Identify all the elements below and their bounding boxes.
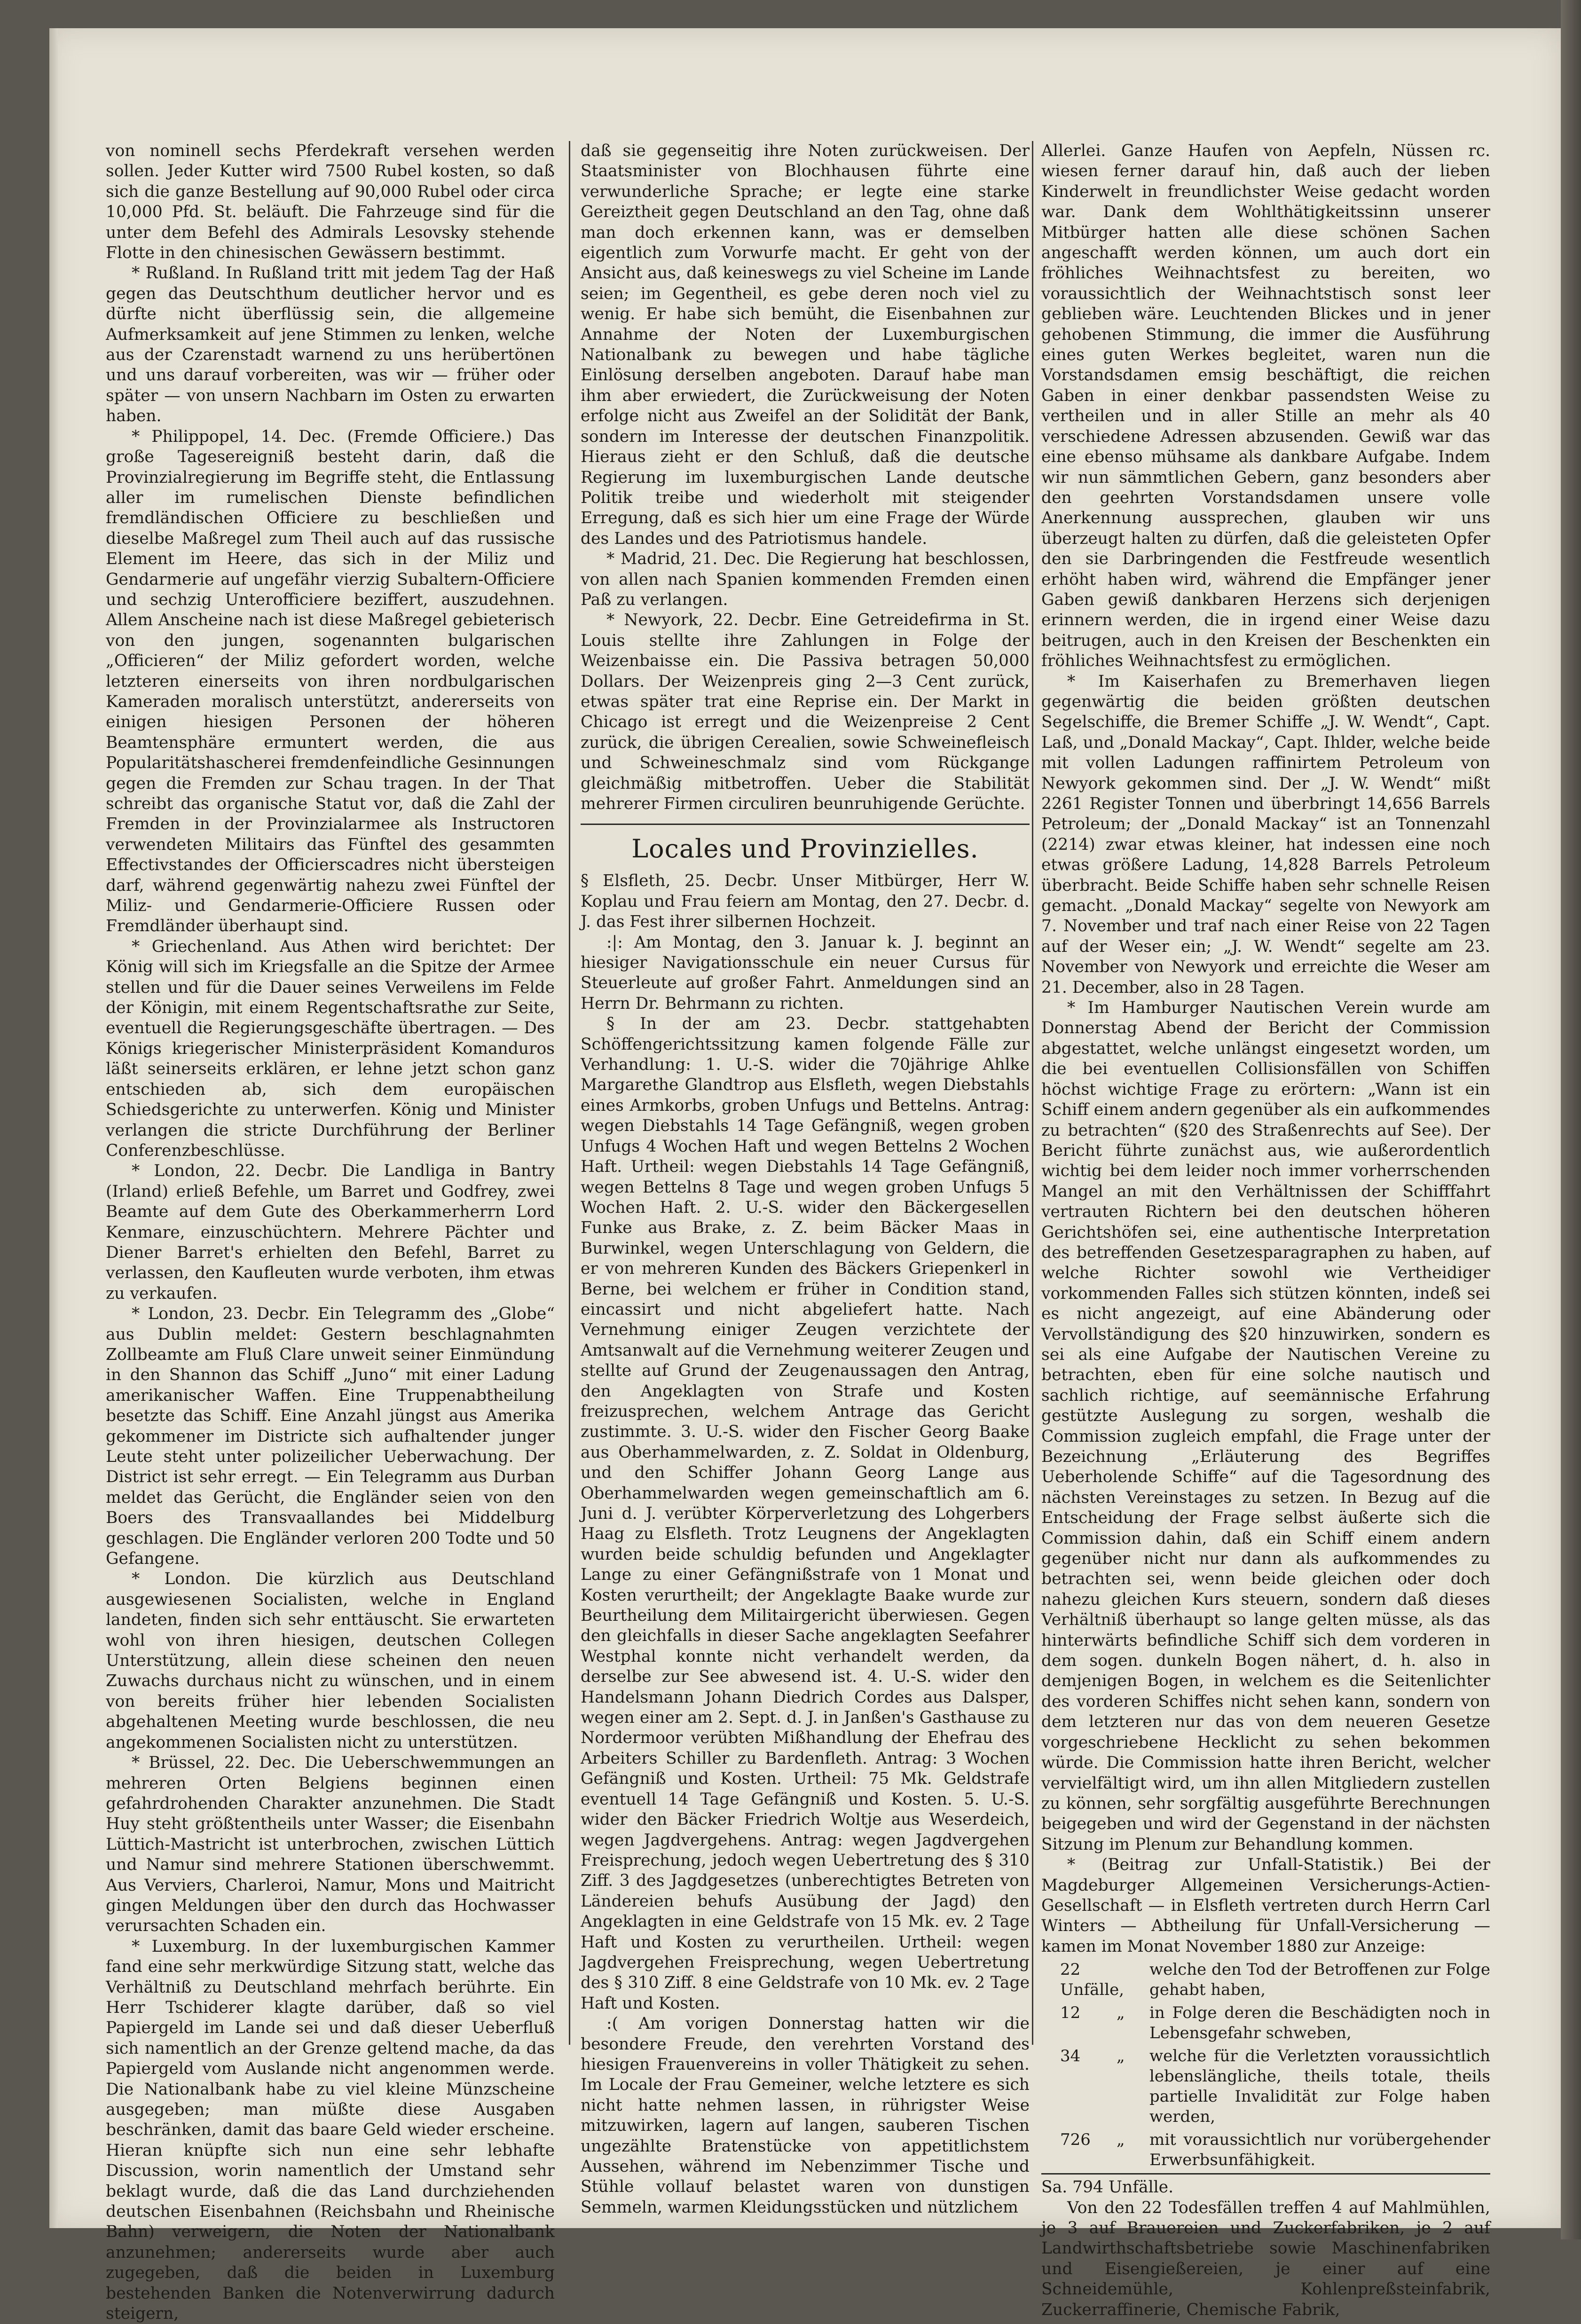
local-elsfleth: § Elsfleth, 25. Decbr. Unser Mitbürger, Herr W. Koplau und Frau feiern am Montag, den 27. Decbr. d. J. das Fest ihrer silbernen Hochzeit. xyxy=(581,872,1030,932)
stats-text: welche für die Verletzten voraussichtlich lebenslängliche, theils totale, theils partielle Invalidität zur Folge haben werden, xyxy=(1149,2047,1490,2127)
stats-row xyxy=(1060,2046,1490,2127)
stats-ditto xyxy=(1117,1960,1149,2000)
article-bruessel: * Brüssel, 22. Dec. Die Ueberschwemmungen an mehreren Orten Belgiens beginnen einen gefahrdrohenden Charakter anzunehmen. Die Stadt Huy steht größtentheils unter Wasser; die Eisenbahn Lüttich-Mastricht ist unterbrochen, zwischen Lüttich und Namur sind mehrere Stationen überschwemmt. Aus Verviers, Charleroi, Namur, Mons und Maitricht gingen Meldungen über den durch das Hochwasser verursachten Schaden ein. xyxy=(106,1753,555,1936)
accident-stats-table xyxy=(1041,1960,1490,2198)
local-navigationsschule: :|: Am Montag, den 3. Januar k. J. beginnt an hiesiger Navigationsschule ein neuer Cursus für Steuerleute auf großer Fahrt. Anmeldungen sind an Herrn Dr. Behrmann zu richten. xyxy=(581,933,1030,1013)
article-madrid: * Madrid, 21. Dec. Die Regierung hat beschlossen, von allen nach Spanien kommenden Fremden einen Paß zu verlangen. xyxy=(581,550,1030,609)
local-frauenverein: :( Am vorigen Donnerstag hatten wir die besondere Freude, den verehrten Vorstand des hiesigen Frauenvereins in voller Thätigkeit zu sehen. Im Locale der Frau Gemeiner, welche letztere es sich nicht hatte nehmen lassen, in rührigster Weise mitzuwirken, lagern auf langen, sauberen Tischen ungezählte Bratenstücke von appetitlichstem Aussehen, während im Nebenzimmer Tische und Stühle vollauf belastet waren von dunstigen Semmeln, warmen Kleidungsstücken und nützlichem xyxy=(581,2014,1030,2217)
stats-count: 22 Unfälle, xyxy=(1060,1960,1125,2000)
article-unfall-statistik: * (Beitrag zur Unfall-Statistik.) Bei der Magdeburger Allgemeinen Versicherungs-Actien-Gesellschaft — in Elsfleth vertreten durch Herrn Carl Winters — Abtheilung für Unfall-Versicherung — kamen im Monat November 1880 zur Anzeige: xyxy=(1041,1855,1490,1956)
article-luxemburg: * Luxemburg. In der luxemburgischen Kammer fand eine sehr merkwürdige Sitzung statt, welche das Verhältniß zu Deutschland mehrfach berührte. Ein Herr Tschiderer klagte darüber, daß so viel Papiergeld im Lande sei und daß dieser Ueberfluß sich namentlich an der Grenze geltend mache, da das Papiergeld vom Auslande nicht angenommen werde. Die Nationalbank habe zu viel kleine Münzscheine ausgegeben; man müßte diese Ausgaben beschränken, damit das baare Geld wieder erscheine. Hieran knüpfte sich nun eine sehr lebhafte Discussion, worin namentlich der Umstand sehr beklagt wurde, daß die das Land durchziehenden deutschen Eisenbahnen (Reichsbahn und Rheinische Bahn) verweigern, die Noten der Nationalbank anzunehmen; andererseits wurde aber auch zugegeben, daß die beiden in Luxemburg bestehenden Banken die Notenverwirrung dadurch steigern, xyxy=(106,1937,555,2324)
article-paragraph: von nominell sechs Pferdekraft versehen werden sollen. Jeder Kutter wird 7500 Rubel kosten, so daß sich die ganze Bestellung auf 90,000 Rubel oder circa 10,000 Pfd. St. beläuft. Die Fahrzeuge sind für die unter dem Befehl des Admirals Lesovsky stehende Flotte in den chinesischen Gewässern bestimmt. xyxy=(106,141,555,263)
article-london-2: * London, 23. Decbr. Ein Telegramm des „Globe“ aus Dublin meldet: Gestern beschlagnahmten Zollbeamte am Fluß Clare unweit seiner Einmündung in den Shannon das Schiff „Juno“ mit einer Ladung amerikanischer Waffen. Eine Truppenabtheilung besetzte das Schiff. Eine Anzahl jüngst aus Amerika gekommener im Districte sich aufhaltender junger Leute steht unter polizeilicher Ueberwachung. Der District ist sehr erregt. — Ein Telegramm aus Durban meldet das Gerücht, die Engländer seien von den Boers des Transvaallandes bei Middelburg geschlagen. Die Engländer verloren 200 Todte und 50 Gefangene. xyxy=(106,1304,555,1569)
article-philippopel: * Philippopel, 14. Dec. (Fremde Officiere.) Das große Tagesereigniß besteht darin, daß die Provinzialregierung im Begriffe steht, die Entlassung aller im rumelischen Dienste befindlichen fremdländischen Officiere zu beschließen und dieselbe Maßregel zum Theil auch auf das russische Element im Heere, das sich in der Miliz und Gendarmerie auf ungefähr vierzig Subaltern-Officiere und sechzig Unterofficiere beziffert, auszudehnen. Allem Anscheine nach ist diese Maßregel gebieterisch von den jungen, sogenannten bulgarischen „Officieren“ der Miliz gefordert worden, welche letzteren einerseits von ihren nordbulgarischen Kameraden moralisch unterstützt, andererseits von einigen hiesigen Personen der höheren Beamtensphäre ermuntert werden, die aus Popularitätshascherei fremdenfeindliche Gesinnungen gegen die Fremden zur Schau tragen. In der That schreibt das organische Statut vor, daß die Zahl der Fremden in der Provinzialarmee als Instructoren verwendeten Militairs das Fünftel des gesammten Effectivstandes der Officierscadres nicht übersteigen darf, während gegenwärtig nahezu zwei Fünftel der Miliz- und Gendarmerie-Officiere Russen oder Fremdländer überhaupt sind. xyxy=(106,427,555,936)
stats-text: welche den Tod der Betroffenen zur Folge gehabt haben, xyxy=(1149,1960,1490,2000)
stats-row xyxy=(1060,1960,1490,2000)
article-paragraph: Allerlei. Ganze Haufen von Aepfeln, Nüssen rc. wiesen ferner darauf hin, daß auch der lieben Kinderwelt in freundlichster Weise gedacht worden war. Dank dem Wohlthätigkeitssinn unserer Mitbürger hatten alle diese schönen Sachen angeschafft werden können, um auch dort ein fröhliches Weihnachtsfest zu bereiten, wo voraussichtlich der Weihnachtstisch sonst leer geblieben wäre. Leuchtenden Blickes und in jener gehobenen Stimmung, die immer die Ausführung eines guten Werkes begleitet, waren nun die Vorstandsdamen emsig beschäftigt, die reichen Gaben in einer denkbar passendsten Weise zu vertheilen und in aller Stille an mehr als 40 verschiedene Adressen abzusenden. Gewiß war das eine ebenso mühsame als dankbare Aufgabe. Indem wir nun sämmtlichen Gebern, ganz besonders aber den geehrten Vorstandsdamen unsere volle Anerkennung aussprechen, glauben wir uns überzeugt halten zu dürfen, daß die geleisteten Opfer den sie Darbringenden die Festfreude wesentlich erhöht haben wird, während die Empfänger jener Gaben gewiß dankbaren Herzens sich derjenigen erinnern werden, die in irgend einer Weise dazu beitrugen, auch in den Kreisen der Beschenkten ein fröhliches Weihnachtsfest zu ermöglichen. xyxy=(1041,141,1490,671)
local-schoeffengericht: § In der am 23. Decbr. stattgehabten Schöffengerichtssitzung kamen folgende Fälle zur Verhandlung: 1. U.-S. wider die 70jährige Ahlke Margarethe Glandtrop aus Elsfleth, wegen Diebstahls eines Armkorbs, groben Unfugs und Bettelns. Antrag: wegen Diebstahls 14 Tage Gefängniß, wegen groben Unfugs 4 Wochen Haft und wegen Bettelns 2 Wochen Haft. Urtheil: wegen Diebstahls 14 Tage Gefängniß, wegen Bettelns 8 Tage und wegen groben Unfugs 5 Wochen Haft. 2. U.-S. wider den Bäckergesellen Funke aus Brake, z. Z. beim Bäcker Maas in Burwinkel, wegen Unterschlagung von Geldern, die er von mehreren Kunden des Bäckers Griepenkerl in Berne, bei welchem er früher in Condition stand, eincassirt und nicht abgeliefert hatte. Nach Vernehmung einiger Zeugen verzichtete der Amtsanwalt auf die Vernehmung weiterer Zeugen und stellte auf Grund der Zeugenaussagen den Antrag, den Angeklagten von Strafe und Kosten freizusprechen, welchem Antrage das Gericht zustimmte. 3. U.-S. wider den Fischer Georg Baake aus Oberhammelwarden, z. Z. Soldat in Oldenburg, und den Schiffer Johann Georg Lange aus Oberhammelwarden wegen gemeinschaftlich am 6. Juni d. J. verübter Körperverletzung des Lohgerbers Haag zu Elsfleth. Trotz Leugnens der Angeklagten wurden beide schuldig befunden und Angeklagter Lange zu einer Gefängnißstrafe von 1 Monat und Kosten verurtheilt; der Angeklagte Baake wurde zur Beurtheilung dem Militairgericht überwiesen. Gegen den gleichfalls in dieser Sache angeklagten Seefahrer Westphal konnte nicht verhandelt werden, da derselbe zur See abwesend ist. 4. U.-S. wider den Handelsmann Johann Diedrich Cordes aus Dalsper, wegen einer am 2. Sept. d. J. in Janßen's Gasthause zu Nordermoor verübten Mißhandlung der Ehefrau des Arbeiters Schiller zu Bardenfleth. Antrag: 3 Wochen Gefängniß und Kosten. Urtheil: 75 Mk. Geldstrafe eventuell 14 Tage Gefängniß und Kosten. 5. U.-S. wider den Bäcker Friedrich Woltje aus Weserdeich, wegen Jagdvergehens. Antrag: wegen Jagdvergehen Freisprechung, jedoch wegen Uebertretung des § 310 Ziff. 3 des Jagdgesetzes (unberechtigtes Betreten von Ländereien behufs Ausübung der Jagd) den Angeklagten in eine Geldstrafe von 15 Mk. ev. 2 Tage Haft und Kosten zu verurtheilen. Urtheil: wegen Jagdvergehen Freisprechung, wegen Uebertretung des § 310 Ziff. 8 eine Geldstrafe von 10 Mk. ev. 2 Tage Haft und Kosten. xyxy=(581,1014,1030,2013)
stats-ditto: „ xyxy=(1117,2130,1125,2150)
article-nautischer-verein: * Im Hamburger Nautischen Verein wurde am Donnerstag Abend der Bericht der Commission abgestattet, welche unlängst eingesetzt worden, um die bei eventuellen Collisionsfällen von Schiffen höchst wichtige Frage zu erörtern: „Wann ist ein Schiff einem andern gegenüber als ein aufkommendes zu betrachten“ (§20 des Straßenrechts auf See). Der Bericht führte zunächst aus, wie außerordentlich wichtig bei dem leider noch immer vorherrschenden Mangel an mit den Verhältnissen der Schifffahrt vertrauten Richtern bei den deutschen höheren Gerichtshöfen sei, eine authentische Interpretation des betreffenden Gesetzesparagraphen zu haben, auf welche Richter sowohl wie Vertheidiger vorkommenden Falles sich stützen könnten, indeß sei es nicht angezeigt, auf eine Abänderung oder Vervollständigung des §20 hinzuwirken, sondern es sei als eine Aufgabe der Nautischen Vereine zu betrachten, eben für eine solche nautisch und sachlich richtige, auf seemännische Erfahrung gestützte Auslegung zu sorgen, weshalb die Commission zugleich empfahl, die Frage unter der Bezeichnung „Erläuterung des Begriffes Ueberholende Schiffe“ auf die Tagesordnung des nächsten Vereinstages zu setzen. In Bezug auf die Entscheidung der Frage selbst äußerte sich die Commission dahin, daß ein Schiff einem andern gegenüber nicht nur dann als aufkommendes zu betrachten sei, wenn beide gleichen oder doch nahezu gleichen Kurs steuern, sondern daß dieses Verhältniß überhaupt so lange gelten müsse, als das hinterwärts befindliche Schiff sich dem vorderen in dem sogen. dunkeln Bogen nähert, d. h. also in demjenigen Bogen, in welchem es die Seitenlichter des vorderen Schiffes nicht sehen kann, sondern von dem letzteren nur das von dem neueren Gesetze vorgeschriebene Hecklicht zu sehen bekommen würde. Die Commission hatte ihren Bericht, welcher vervielfältigt wird, um ihn allen Mitgliedern zustellen zu können, sehr sorgfältig ausgeführte Berechnungen beigegeben und wird der Gegenstand in der nächsten Sitzung im Plenum zur Behandlung kommen. xyxy=(1041,998,1490,1854)
stats-row xyxy=(1060,2130,1490,2170)
column-3 xyxy=(1041,141,1490,2320)
stats-count: 34 xyxy=(1060,2047,1081,2066)
stats-text: mit voraussichtlich nur vorübergehender Erwerbsunfähigkeit. xyxy=(1149,2130,1490,2170)
article-griechenland: * Griechenland. Aus Athen wird berichtet: Der König will sich im Kriegsfalle an die Spitze der Armee stellen und für die Dauer seines Verweilens im Felde der Königin, mit einem Regentschaftsrathe zur Seite, eventuell die Regierungsgeschäfte übertragen. — Des Königs kriegerischer Ministerpräsident Komanduros läßt seinerseits erklären, er lehne jetzt schon ganz entschieden ab, sich dem europäischen Schiedsgerichte zu unterwerfen. König und Minister verlangen die stricte Durchführung der Berliner Conferenzbeschlüsse. xyxy=(106,937,555,1160)
stats-count: 726 xyxy=(1060,2130,1091,2150)
article-london-1: * London, 22. Decbr. Die Landliga in Bantry (Irland) erließ Befehle, um Barret und Godfrey, zwei Beamte auf dem Gute des Oberkammerherrn Lord Kenmare, einzuschüchtern. Mehrere Pächter und Diener Barret's erhielten den Befehl, Barret zu verlassen, den Kaufleuten wurde verboten, ihm etwas zu verkaufen. xyxy=(106,1162,555,1303)
stats-count: 12 xyxy=(1060,2003,1081,2023)
column-1 xyxy=(106,141,555,2324)
column-2 xyxy=(581,141,1030,2218)
stats-ditto: „ xyxy=(1117,2003,1125,2023)
stats-ditto: „ xyxy=(1117,2047,1125,2066)
column-rule xyxy=(1032,141,1033,2045)
stats-text: in Folge deren die Beschädigten noch in Lebensgefahr schweben, xyxy=(1149,2003,1490,2043)
section-heading: Locales und Provinzielles. xyxy=(581,824,1030,865)
article-russland: * Rußland. In Rußland tritt mit jedem Tag der Haß gegen das Deutschthum deutlicher hervor und es dürfte nicht überflüssig sein, die allgemeine Aufmerksamkeit auf jene Stimmen zu lenken, welche aus der Czarenstadt warnend zu uns herübertönen und uns darauf vorbereiten, was wir — früher oder später — von unsern Nachbarn im Osten zu erwarten haben. xyxy=(106,264,555,426)
stats-row xyxy=(1060,2003,1490,2043)
stats-sum: Sa. 794 Unfälle. xyxy=(1041,2173,1490,2198)
article-todesfaelle: Von den 22 Todesfällen treffen 4 auf Mahlmühlen, je 3 auf Brauereien und Zuckerfabriken, je 2 auf Landwirthschaftsbetriebe sowie Maschinenfabriken und Eisengießereien, je einer auf eine Schneidemühle, Kohlenpreßsteinfabrik, Zuckerraffinerie, Chemische Fabrik, xyxy=(1041,2198,1490,2319)
column-rule xyxy=(569,141,570,2045)
article-london-3: * London. Die kürzlich aus Deutschland ausgewiesenen Socialisten, welche in England landeten, finden sich sehr enttäuscht. Sie erwarteten wohl von ihren hiesigen, deutschen Collegen Unterstützung, allein diese scheinen den neuen Zuwachs durchaus nicht zu wünschen, und in einem von bereits früher hier lebenden Socialisten abgehaltenen Meeting wurde beschlossen, die neu angekommenen Socialisten nicht zu unterstützen. xyxy=(106,1570,555,1752)
article-bremerhaven: * Im Kaiserhafen zu Bremerhaven liegen gegenwärtig die beiden größten deutschen Segelschiffe, die Bremer Schiffe „J. W. Wendt“, Capt. Laß, und „Donald Mackay“, Capt. Ihlder, welche beide mit vollen Ladungen raffinirtem Petroleum von Newyork gekommen sind. Der „J. W. Wendt“ mißt 2261 Register Tonnen und überbringt 14,656 Barrels Petroleum; der „Donald Mackay“ ist an Tonnenzahl (2214) zwar etwas kleiner, hat indessen eine noch etwas größere Ladung, 14,828 Barrels Petroleum überbracht. Beide Schiffe haben sehr schnelle Reisen gemacht. „Donald Mackay“ segelte von Newyork am 7. November und traf nach einer Reise von 22 Tagen auf der Weser ein; „J. W. Wendt“ segelte am 23. November von Newyork und erreichte die Weser am 21. December, also in 28 Tagen. xyxy=(1041,672,1490,997)
article-paragraph: daß sie gegenseitig ihre Noten zurückweisen. Der Staatsminister von Blochhausen führte eine verwunderliche Sprache; er legte eine starke Gereiztheit gegen Deutschland an den Tag, ohne daß man doch erkennen kann, was er demselben eigentlich zum Vorwurfe macht. Er geht von der Ansicht aus, daß keineswegs zu viel Scheine im Lande seien; im Gegentheil, es gebe deren noch viel zu wenig. Er habe sich bemüht, die Eisenbahnen zur Annahme der Noten der Luxemburgischen Nationalbank zu bewegen und habe tägliche Einlösung derselben angeboten. Darauf habe man ihm aber erwiedert, die Zurückweisung der Noten erfolge nicht aus Zweifel an der Solidität der Bank, sondern im Interesse der deutschen Finanzpolitik. Hieraus zieht er den Schluß, daß die deutsche Regierung im luxemburgischen Lande deutsche Politik treibe und wiederholt mit steigender Erregung, daß es sich hier um eine Frage der Würde des Landes und des Patriotismus handele. xyxy=(581,141,1030,548)
article-newyork: * Newyork, 22. Decbr. Eine Getreidefirma in St. Louis stellte ihre Zahlungen in Folge der Weizenbaisse ein. Die Passiva betragen 50,000 Dollars. Der Weizenpreis ging 2—3 Cent zurück, etwas später trat eine Reprise ein. Der Markt in Chicago ist erregt und die Weizenpreise 2 Cent zurück, die übrigen Cerealien, sowie Schweinefleisch und Schweineschmalz sind vom Rückgange gleichmäßig mitbetroffen. Ueber die Stabilität mehrerer Firmen circuliren beunruhigende Gerüchte. xyxy=(581,611,1030,813)
page-binding-edge xyxy=(49,28,58,2228)
scan-background-strip xyxy=(1561,0,1581,2239)
